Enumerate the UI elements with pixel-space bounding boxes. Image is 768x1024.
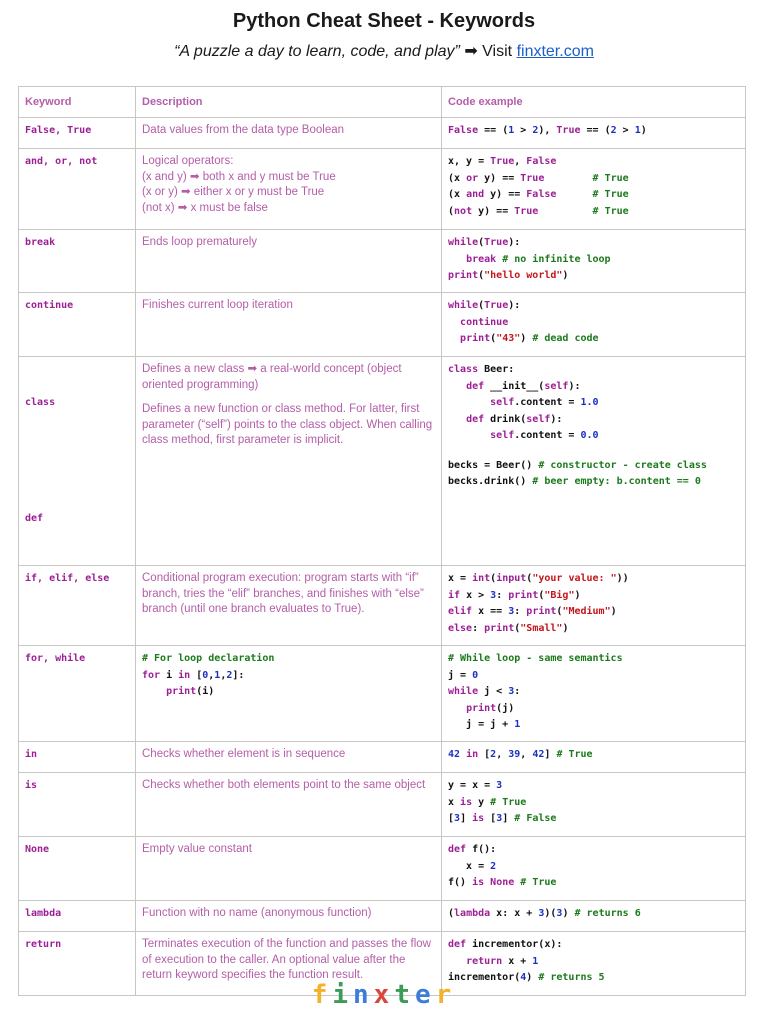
description-cell: Data values from the data type Boolean xyxy=(136,118,442,149)
column-header-description: Description xyxy=(136,87,442,118)
code-line: def f(): xyxy=(448,844,497,855)
code-line: (not y) == True # True xyxy=(448,205,629,217)
table-row xyxy=(19,293,746,357)
code-line: j = j + 1 xyxy=(448,719,521,730)
code-line: while(True): xyxy=(448,237,521,248)
column-header-keyword: Keyword xyxy=(19,87,136,118)
table-row xyxy=(19,118,746,149)
code-line: def drink(self): xyxy=(466,413,563,425)
visit-label: Visit xyxy=(482,43,513,60)
code-line: False == (1 > 2), True == (2 > 1) xyxy=(448,125,647,136)
description-cell: Checks whether both elements point to the same object xyxy=(136,773,442,837)
code-line: return x + 1 xyxy=(466,955,539,967)
keyword-text: False, True xyxy=(25,125,92,136)
table-row xyxy=(19,566,746,646)
description-line: (x or y) ➡ either x or y must be True xyxy=(142,186,325,198)
code-cell xyxy=(442,646,746,742)
code-cell xyxy=(442,230,746,293)
keyword-text: continue xyxy=(25,300,74,311)
description-cell: Empty value constant xyxy=(136,837,442,901)
code-cell xyxy=(442,293,746,357)
arrow-right-icon: ➡ xyxy=(464,43,478,60)
keyword-cell xyxy=(19,566,136,646)
logo-letter: t xyxy=(394,980,415,1010)
code-line: (x or y) == True # True xyxy=(448,172,629,184)
description-text: Logical operators: xyxy=(142,155,234,167)
code-line: incrementor(4) # returns 5 xyxy=(448,972,605,983)
code-cell xyxy=(442,118,746,149)
code-line: self.content = 0.0 xyxy=(490,430,599,441)
keyword-text: return xyxy=(25,939,62,950)
code-line: x is y # True xyxy=(448,796,527,808)
keyword-cell xyxy=(19,357,136,566)
table-row xyxy=(19,901,746,932)
code-line: self.content = 1.0 xyxy=(490,397,599,408)
code-line: # For loop declaration xyxy=(142,653,275,664)
keyword-text: in xyxy=(25,749,38,760)
code-line: print("hello world") xyxy=(448,270,569,281)
code-cell xyxy=(442,773,746,837)
code-line: print(i) xyxy=(166,686,215,697)
code-line: print("43") # dead code xyxy=(460,333,599,344)
description-cell: Terminates execution of the function and passes the flow of execution to the caller. An optional value after the return keyword specifies the function result. xyxy=(136,932,442,996)
description-cell: Conditional program execution: program starts with “if” branch, tries the “elif” branches, and finishes with “else” branch (until one branch evaluates to True). xyxy=(136,566,442,646)
keyword-text: lambda xyxy=(25,908,62,919)
code-cell xyxy=(136,646,442,742)
tagline-quote: “A puzzle a day to learn, code, and play” xyxy=(174,43,460,60)
table-row xyxy=(19,230,746,293)
keyword-text: break xyxy=(25,237,56,248)
code-line: print(j) xyxy=(466,702,515,714)
description-cell: Finishes current loop iteration xyxy=(136,293,442,357)
column-header-code: Code example xyxy=(442,87,746,118)
keyword-text: def xyxy=(25,512,44,524)
code-line: y = x = 3 xyxy=(448,780,503,791)
keyword-cell xyxy=(19,742,136,773)
code-line: becks.drink() # beer empty: b.content == 0 xyxy=(448,476,701,487)
code-line: j = 0 xyxy=(448,669,479,681)
page-title: Python Cheat Sheet - Keywords xyxy=(232,10,536,32)
code-line: # While loop - same semantics xyxy=(448,653,623,664)
logo-letter: r xyxy=(435,980,457,1010)
keyword-text: None xyxy=(25,844,50,855)
code-line: def __init__(self): xyxy=(466,380,581,392)
table-row xyxy=(19,837,746,901)
code-line: x = int(input("your value: ")) xyxy=(448,573,629,584)
code-line: (x and y) == False # True xyxy=(448,189,629,200)
description-cell xyxy=(136,357,442,566)
code-cell xyxy=(442,901,746,932)
code-line: (lambda x: x + 3)(3) # returns 6 xyxy=(448,908,641,919)
page-subtitle xyxy=(0,41,768,61)
code-line: x = 2 xyxy=(448,860,497,872)
code-line: class Beer: xyxy=(448,364,515,375)
code-line: f() is None # True xyxy=(448,877,557,888)
table-row xyxy=(19,149,746,230)
keyword-cell xyxy=(19,230,136,293)
code-gap xyxy=(448,445,739,458)
code-cell xyxy=(442,566,746,646)
code-line: break # no infinite loop xyxy=(466,253,611,265)
logo-letter: x xyxy=(373,980,395,1010)
keywords-table xyxy=(18,86,746,996)
keyword-cell xyxy=(19,646,136,742)
code-line: 42 in [2, 39, 42] # True xyxy=(448,749,593,760)
logo-letter: f xyxy=(311,980,333,1010)
description-cell: Checks whether element is in sequence xyxy=(136,742,442,773)
code-line: def incrementor(x): xyxy=(448,939,563,950)
keyword-text: class xyxy=(25,397,56,408)
table-row xyxy=(19,742,746,773)
logo-letter: n xyxy=(353,980,374,1010)
code-cell xyxy=(442,837,746,901)
code-line: [3] is [3] # False xyxy=(448,813,557,824)
code-line: for i in [0,1,2]: xyxy=(142,669,245,681)
code-line: continue xyxy=(460,316,509,328)
code-line: x, y = True, False xyxy=(448,156,557,167)
keyword-cell xyxy=(19,901,136,932)
description-cell: Function with no name (anonymous function) xyxy=(136,901,442,932)
code-line: becks = Beer() # constructor - create class xyxy=(448,459,707,471)
logo-letter: e xyxy=(414,980,436,1010)
code-line: while j < 3: xyxy=(448,686,521,697)
keyword-cell xyxy=(19,149,136,230)
table-header-row xyxy=(19,87,746,118)
code-line: elif x == 3: print("Medium") xyxy=(448,606,617,617)
keyword-cell xyxy=(19,293,136,357)
table-row xyxy=(19,773,746,837)
keyword-cell xyxy=(19,773,136,837)
finxter-link[interactable]: finxter.com xyxy=(516,43,594,60)
description-line: (not x) ➡ x must be false xyxy=(142,201,268,214)
code-cell xyxy=(442,357,746,566)
description-line: (x and y) ➡ both x and y must be True xyxy=(142,170,336,183)
table-row xyxy=(19,646,746,742)
description-text: Defines a new function or class method. For latter, first parameter (“self”) points to the class object. When calling class method, first parameter is implicit. xyxy=(142,403,433,446)
finxter-logo xyxy=(0,980,768,1010)
description-text: Defines a new class ➡ a real-world concept (object oriented programming) xyxy=(142,363,402,391)
keyword-cell xyxy=(19,837,136,901)
keyword-text: if, elif, else xyxy=(25,573,110,584)
keyword-cell xyxy=(19,118,136,149)
code-line: while(True): xyxy=(448,300,521,311)
description-cell xyxy=(136,149,442,230)
logo-letter: i xyxy=(332,980,354,1010)
keyword-text: and, or, not xyxy=(25,156,98,167)
code-cell xyxy=(442,742,746,773)
description-cell: Ends loop prematurely xyxy=(136,230,442,293)
keyword-text: is xyxy=(25,780,38,791)
code-line: if x > 3: print("Big") xyxy=(448,589,581,601)
table-row xyxy=(19,357,746,566)
code-line: else: print("Small") xyxy=(448,622,569,634)
code-cell xyxy=(442,149,746,230)
keyword-text: for, while xyxy=(25,653,86,664)
